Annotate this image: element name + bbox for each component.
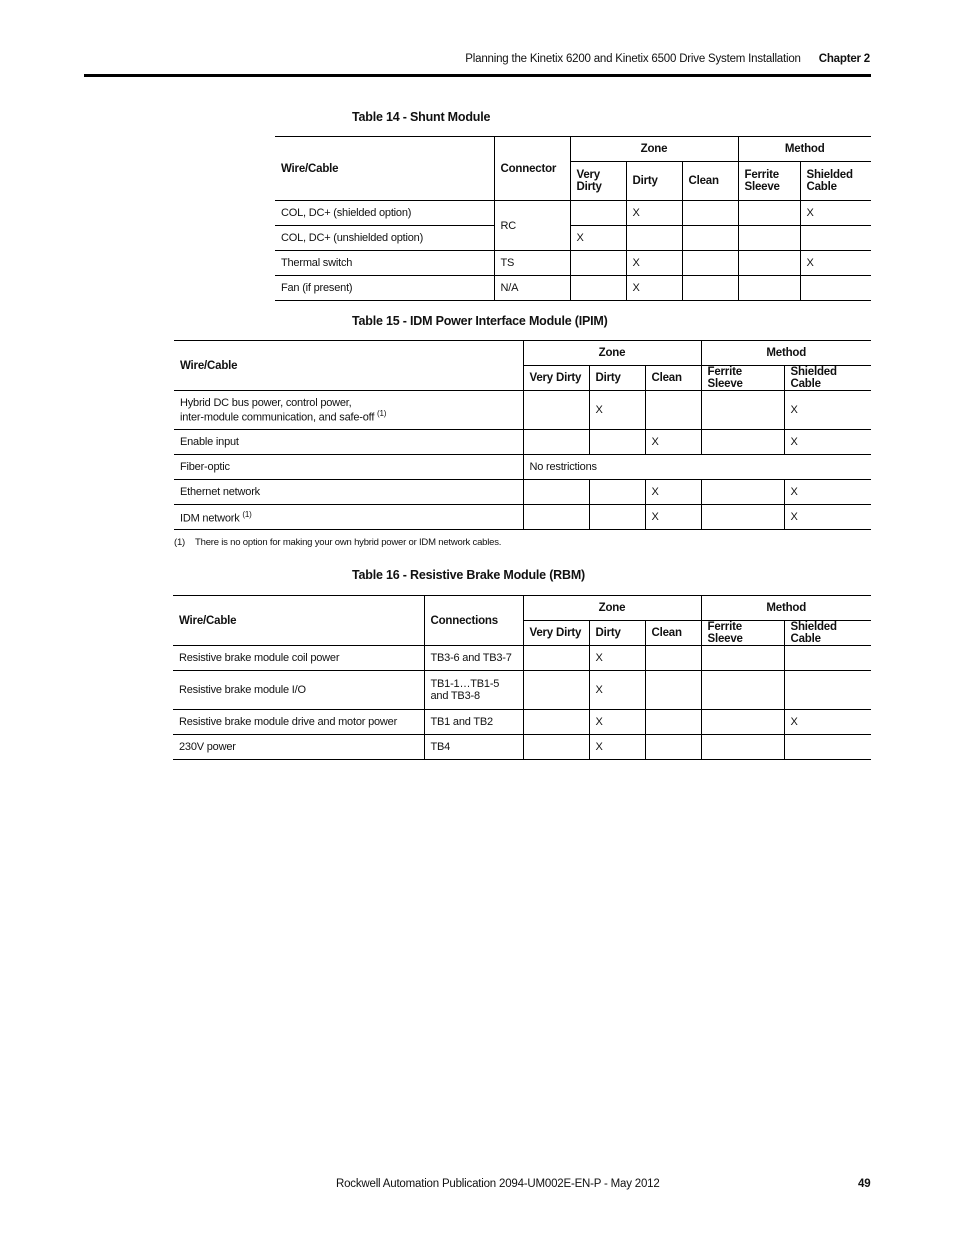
cell-connector: N/A [494,276,570,301]
col-header-wire: Wire/Cable [173,596,424,646]
col-header-wire: Wire/Cable [275,137,494,201]
table-row [173,646,871,671]
col-header-ferrite: Ferrite Sleeve [738,162,800,201]
cell-dirty [589,480,645,505]
cell-ferrite [738,226,800,251]
table-row [173,735,871,760]
cell-very-dirty [523,430,589,455]
table14-caption: Table 14 - Shunt Module [352,110,491,124]
col-header-connections: Connections [424,596,523,646]
col-header-shielded: Shielded Cable [800,162,871,201]
table-row [174,391,871,430]
table-row [174,505,871,530]
cell-no-restrictions: No restrictions [523,455,871,480]
cell-ferrite [701,646,784,671]
cell-clean: X [645,430,701,455]
cell-ferrite [701,671,784,710]
cell-very-dirty [523,391,589,430]
footnote-ref: (1) [377,408,387,418]
cell-wire: Resistive brake module I/O [173,671,424,710]
cell-wire: Fiber-optic [174,455,523,480]
cell-dirty: X [626,251,682,276]
cell-shielded [800,276,871,301]
cell-ferrite [738,276,800,301]
cell-dirty [626,226,682,251]
col-header-dirty: Dirty [589,366,645,391]
cell-connections [424,671,523,710]
col-header-very-dirty: Very Dirty [523,621,589,646]
cell-ferrite [701,480,784,505]
header-rule [84,74,871,77]
cell-ferrite [701,391,784,430]
cell-shielded: X [784,430,871,455]
table-row [173,671,871,710]
cell-clean: X [645,480,701,505]
col-header-zone: Zone [523,341,701,366]
cell-wire: 230V power [173,735,424,760]
cell-dirty: X [589,735,645,760]
cell-dirty: X [589,671,645,710]
col-header-shielded: Shielded Cable [784,621,871,646]
cell-wire: COL, DC+ (shielded option) [275,201,494,226]
col-header-method: Method [738,137,871,162]
col-header-clean: Clean [682,162,738,201]
cell-shielded [784,646,871,671]
cell-dirty: X [626,276,682,301]
table15-ipim [174,340,871,530]
cell-wire: Enable input [174,430,523,455]
cell-connections: TB4 [424,735,523,760]
header-title: Planning the Kinetix 6200 and Kinetix 6500 Drive System Installation [465,53,801,65]
cell-connector: RC [494,201,570,251]
cell-very-dirty [570,251,626,276]
cell-connections: TB3-6 and TB3-7 [424,646,523,671]
footnote-text: There is no option for making your own hybrid power or IDM network cables. [195,537,502,548]
cell-very-dirty [570,201,626,226]
cell-dirty: X [626,201,682,226]
col-header-clean: Clean [645,621,701,646]
col-header-clean: Clean [645,366,701,391]
cell-clean [645,646,701,671]
cell-very-dirty [570,276,626,301]
cell-ferrite [701,710,784,735]
cell-very-dirty: X [570,226,626,251]
cell-clean [682,226,738,251]
col-header-ferrite: Ferrite Sleeve [701,366,784,391]
cell-dirty: X [589,391,645,430]
cell-connections-line2: and TB3-8 [430,690,480,702]
col-header-method: Method [701,341,871,366]
col-header-dirty: Dirty [589,621,645,646]
footnote-number: (1) [174,537,186,548]
col-header-connector: Connector [494,137,570,201]
table15-footnote [174,537,501,548]
table-row [275,276,871,301]
cell-ferrite [701,735,784,760]
cell-ferrite [738,251,800,276]
cell-connections-line1: TB1-1…TB1-5 [430,678,500,690]
cell-clean [645,735,701,760]
cell-very-dirty [523,646,589,671]
cell-very-dirty [523,710,589,735]
cell-clean [645,391,701,430]
cell-dirty: X [589,710,645,735]
cell-clean [682,276,738,301]
header-chapter: Chapter 2 [818,53,870,65]
cell-shielded: X [784,710,871,735]
cell-very-dirty [523,735,589,760]
cell-shielded: X [784,505,871,530]
cell-wire-line1: Hybrid DC bus power, control power, [180,396,352,409]
cell-clean [682,201,738,226]
cell-wire: Thermal switch [275,251,494,276]
col-header-zone: Zone [523,596,701,621]
table-row [275,201,871,226]
footer-publication: Rockwell Automation Publication 2094-UM002E-EN-P - May 2012 [336,1178,660,1190]
table-row [174,480,871,505]
col-header-shielded: Shielded Cable [784,366,871,391]
cell-wire: Fan (if present) [275,276,494,301]
cell-wire-text: IDM network [180,512,240,525]
cell-dirty: X [589,646,645,671]
col-header-very-dirty: Very Dirty [523,366,589,391]
cell-dirty [589,505,645,530]
running-header [465,53,870,65]
cell-clean: X [645,505,701,530]
page-number: 49 [858,1178,871,1190]
cell-shielded: X [784,391,871,430]
table-row [174,455,871,480]
cell-wire-line2: inter-module communication, and safe-off [180,411,375,424]
cell-wire: COL, DC+ (unshielded option) [275,226,494,251]
cell-wire: Resistive brake module drive and motor power [173,710,424,735]
cell-clean [645,671,701,710]
cell-connections: TB1 and TB2 [424,710,523,735]
col-header-wire: Wire/Cable [174,341,523,391]
cell-clean [682,251,738,276]
table-row [275,226,871,251]
table-row [275,251,871,276]
cell-wire [174,391,523,430]
table16-rbm [173,595,871,760]
cell-shielded: X [800,201,871,226]
col-header-zone: Zone [570,137,738,162]
table15-caption: Table 15 - IDM Power Interface Module (IPIM) [352,314,608,328]
table-row [174,430,871,455]
col-header-method: Method [701,596,871,621]
cell-dirty [589,430,645,455]
col-header-ferrite: Ferrite Sleeve [701,621,784,646]
table-row [173,710,871,735]
table16-caption: Table 16 - Resistive Brake Module (RBM) [352,568,586,582]
cell-shielded: X [800,251,871,276]
cell-shielded [784,735,871,760]
cell-very-dirty [523,505,589,530]
cell-wire [174,505,523,530]
cell-clean [645,710,701,735]
col-header-very-dirty: Very Dirty [570,162,626,201]
cell-ferrite [701,505,784,530]
col-header-dirty: Dirty [626,162,682,201]
cell-very-dirty [523,671,589,710]
footnote-ref: (1) [242,509,252,519]
cell-connector: TS [494,251,570,276]
cell-shielded [800,226,871,251]
cell-ferrite [738,201,800,226]
cell-very-dirty [523,480,589,505]
cell-wire: Resistive brake module coil power [173,646,424,671]
cell-ferrite [701,430,784,455]
cell-shielded [784,671,871,710]
cell-wire: Ethernet network [174,480,523,505]
table14-shunt-module [275,136,871,301]
cell-shielded: X [784,480,871,505]
